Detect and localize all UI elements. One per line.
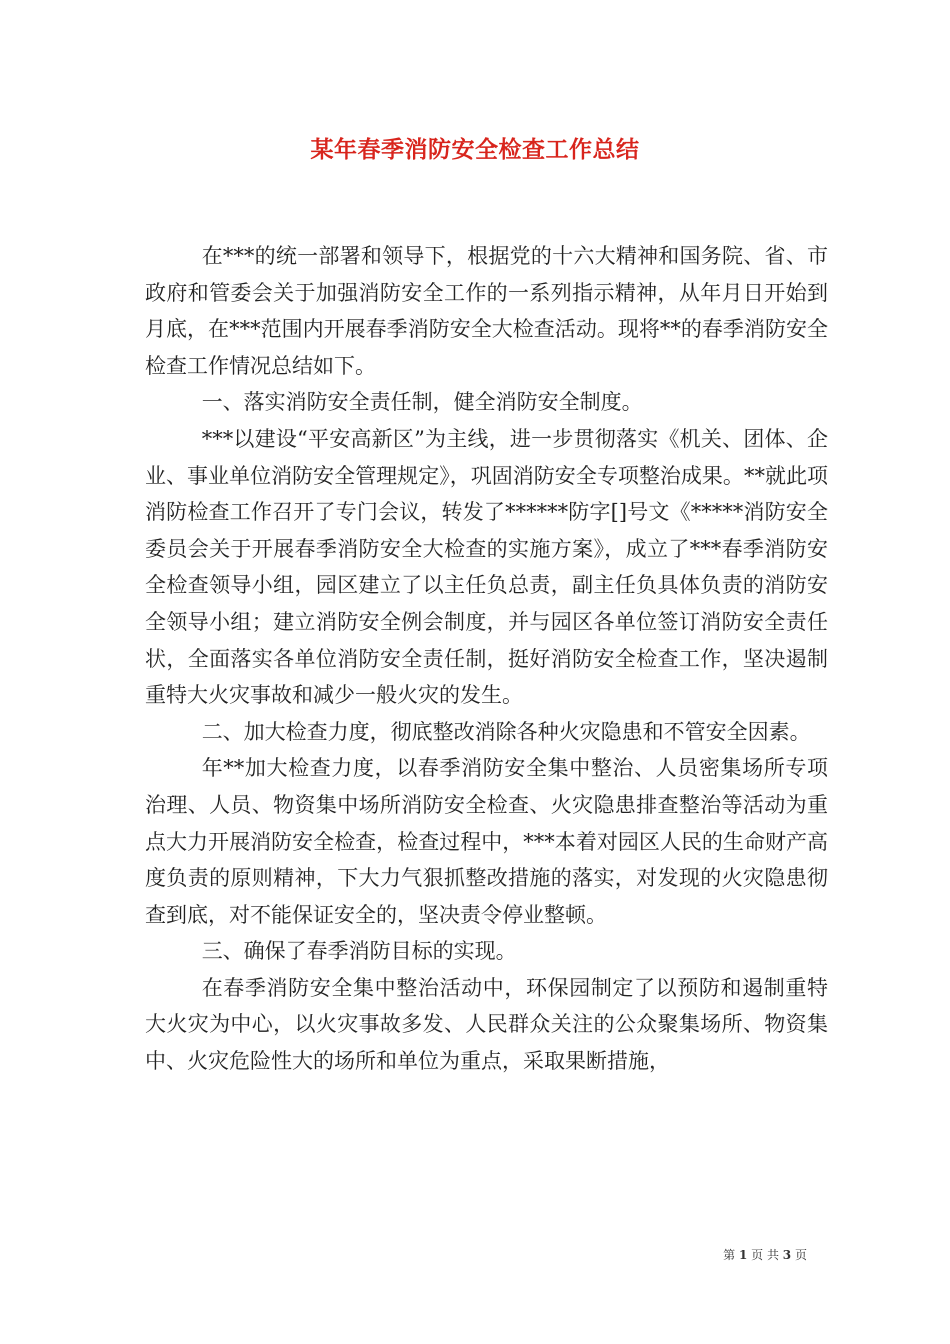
footer-suffix: 页	[794, 1248, 807, 1262]
paragraph-section-2: 年**加大检查力度，以春季消防安全集中整治、人员密集场所专项治理、人员、物资集中场所消防安全检查、火灾隐患排查整治等活动为重点大力开展消防安全检查，检查过程中，***本着对园区人民的生命财产高度负责的原则精神，下大力气狠抓整改措施的落实，对发现的火灾隐患彻查到底，对不能保证安全的，坚决责令停业整顿。	[145, 756, 828, 927]
footer-current-page: 1	[738, 1248, 748, 1262]
document-body	[145, 238, 828, 1080]
footer-middle: 页 共	[751, 1248, 779, 1262]
page-footer	[723, 1246, 807, 1263]
footer-total-pages: 3	[782, 1248, 792, 1262]
document-title: 某年春季消防安全检查工作总结	[310, 136, 640, 163]
paragraph-section-3: 在春季消防安全集中整治活动中，环保园制定了以预防和遏制重特大火灾为中心，以火灾事故多发、人民群众关注的公众聚集场所、物资集中、火灾危险性大的场所和单位为重点，采取果断措施，	[145, 975, 828, 1074]
section-heading-3: 三、确保了春季消防目标的实现。	[201, 939, 517, 964]
paragraph-section-1: ***以建设“平安高新区”为主线，进一步贯彻落实《机关、团体、企业、事业单位消防安全管理规定》，巩固消防安全专项整治成果。**就此项消防检查工作召开了专门会议，转发了******防字[]号文《*****消防安全委员会关于开展春季消防安全大检查的实施方案》，成立了***春季消防安全检查领导小组，园区建立了以主任负总责，副主任负具体负责的消防安全领导小组；建立消防安全例会制度，并与园区各单位签订消防安全责任状，全面落实各单位消防安全责任制，挺好消防安全检查工作，坚决遏制重特大火灾事故和减少一般火灾的发生。	[145, 426, 828, 708]
footer-prefix: 第	[723, 1248, 736, 1262]
section-heading-2: 二、加大检查力度，彻底整改消除各种火灾隐患和不管安全因素。	[201, 719, 811, 744]
paragraph-intro: 在***的统一部署和领导下，根据党的十六大精神和国务院、省、市政府和管委会关于加强消防安全工作的一系列指示精神，从年月日开始到月底，在***范围内开展春季消防安全大检查活动。现将**的春季消防安全检查工作情况总结如下。	[145, 244, 828, 378]
section-heading-1: 一、落实消防安全责任制，健全消防安全制度。	[201, 390, 643, 415]
